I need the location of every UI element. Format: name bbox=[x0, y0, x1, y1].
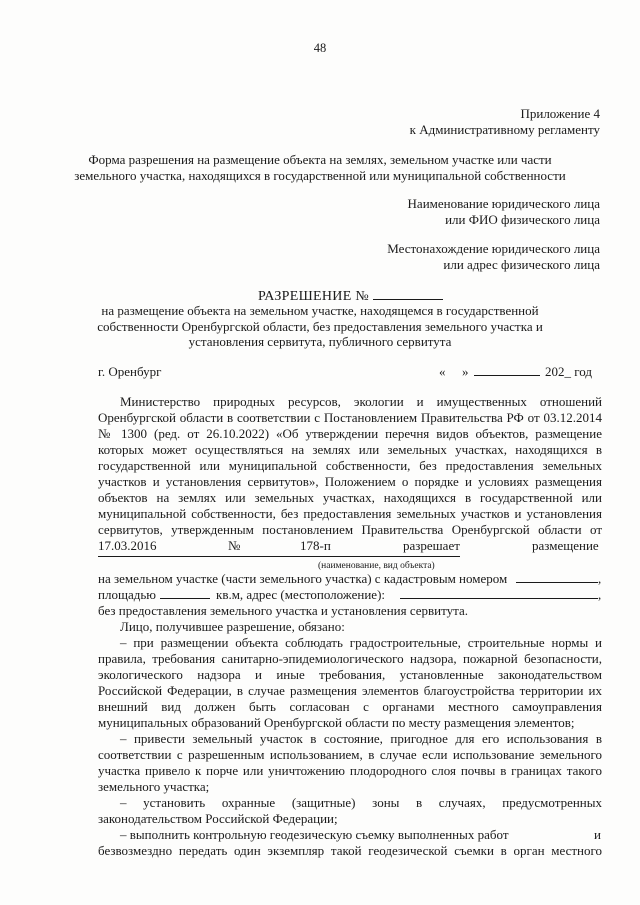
permit-subtitle-3: установления сервитута, публичного сервитута bbox=[188, 334, 452, 349]
city: г. Оренбург bbox=[98, 364, 162, 379]
addressee-name-line2: или ФИО физического лица bbox=[445, 212, 600, 227]
bullet2-line2: соответствии с разрешенным использованием, в случае если использование земельного bbox=[98, 747, 602, 762]
addressee-name-line1: Наименование юридического лица bbox=[407, 196, 600, 211]
bullet4-line1: – выполнить контрольную геодезическую съемку выполненных работ bbox=[120, 827, 509, 842]
addressee-location-line2: или адрес физического лица bbox=[443, 257, 600, 272]
form-title-line2: земельного участка, находящихся в государственной или муниципальной собственности bbox=[74, 168, 566, 183]
area-blank bbox=[160, 586, 210, 599]
permit-heading-text: РАЗРЕШЕНИЕ № bbox=[258, 289, 370, 304]
bullet4-and: и bbox=[594, 827, 601, 842]
without-text: без предоставления земельного участка и установления сервитута. bbox=[98, 603, 469, 618]
body-p1-line7: объектов на землях или земельных участках, находящихся в государственной или bbox=[98, 490, 602, 505]
cadastral-text: на земельном участке (части земельного участка) с кадастровым номером bbox=[98, 571, 508, 586]
obliged-text: Лицо, получившее разрешение, обязано: bbox=[120, 619, 345, 634]
body-p1-line6: участков и установления сервитутов», Положением о порядке и условиях размещения bbox=[98, 474, 602, 489]
bullet1-line2: правила, требования санитарно-эпидемиологического надзора, пожарной безопасности, bbox=[98, 651, 602, 666]
body-p1-line8: муниципальной собственности, без предоставления земельных участков и установления bbox=[98, 506, 602, 521]
cadastral-comma: , bbox=[598, 571, 602, 586]
body-p1-line1: Министерство природных ресурсов, экологии и имущественных отношений bbox=[120, 394, 602, 409]
cadastral-number-blank bbox=[516, 570, 598, 583]
permit-number-blank bbox=[373, 287, 443, 300]
form-title-line1: Форма разрешения на размещение объекта на землях, земельном участке или части bbox=[88, 152, 552, 167]
addressee-location-line1: Местонахождение юридического лица bbox=[387, 241, 600, 256]
bullet3-line1: – установить охранные (защитные) зоны в случаях, предусмотренных bbox=[120, 795, 602, 810]
permit-subtitle-1: на размещение объекта на земельном участке, находящемся в государственной bbox=[101, 303, 539, 318]
date-year: 202_ год bbox=[545, 364, 592, 379]
bullet2-line1: – привести земельный участок в состояние, пригодное для его использования в bbox=[120, 731, 602, 746]
bullet2-line3: участка привело к порче или уничтожению плодородного слоя почвы в границах такого bbox=[98, 763, 602, 778]
appendix-regulation: к Административному регламенту bbox=[409, 122, 600, 137]
area-label: площадью bbox=[98, 587, 156, 602]
date-quote-open: « bbox=[439, 364, 446, 379]
allows-word: разрешает bbox=[403, 538, 460, 553]
page-number: 48 bbox=[313, 41, 327, 55]
date-month-blank bbox=[474, 363, 540, 376]
body-p1-line5: государственной или муниципальной собственности, без предоставления земельных bbox=[98, 458, 602, 473]
bullet2-line4: земельного участка; bbox=[98, 779, 210, 794]
object-name-caption: (наименование, вид объекта) bbox=[318, 561, 435, 571]
bullet4-line2: безвозмездно передать один экземпляр такой геодезической съемки в орган местного bbox=[98, 843, 602, 858]
body-p1-line2: Оренбургской области в соответствии с Постановлением Правительства РФ от 03.12.2014 bbox=[98, 410, 602, 425]
bullet1-line4: Российской Федерации, в случае размещения элементов благоустройства территории их bbox=[98, 683, 602, 698]
bullet1-line1: – при размещении объекта соблюдать градостроительные, строительные нормы и bbox=[120, 635, 602, 650]
placement-word: размещение bbox=[532, 538, 599, 553]
bullet3-line2: законодательством Российской Федерации; bbox=[98, 811, 338, 826]
resolution-no-sign: № bbox=[228, 538, 241, 553]
body-p1-line4: которых может осуществляться на землях или земельных участках, находящихся в bbox=[98, 442, 602, 457]
permit-subtitle-2: собственности Оренбургской области, без предоставления земельного участка и bbox=[97, 319, 543, 334]
bullet1-line6: муниципальных образований Оренбургской области по месту размещения элементов; bbox=[98, 715, 575, 730]
resolution-number: 178-п bbox=[300, 538, 331, 553]
address-comma: , bbox=[598, 587, 602, 602]
resolution-date: 17.03.2016 bbox=[98, 538, 157, 553]
area-unit-address: кв.м, адрес (местоположение): bbox=[216, 587, 386, 602]
bullet1-line5: внешний вид должен быть согласован с органами местного самоуправления bbox=[98, 699, 602, 714]
bullet1-line3: экологического надзора и иные требования, установленные законодательством bbox=[98, 667, 602, 682]
body-p1-line9: сервитутов, утвержденным постановлением Правительства Оренбургской области от bbox=[98, 522, 602, 537]
address-blank bbox=[400, 586, 598, 599]
date-quote-close: » bbox=[462, 364, 469, 379]
object-name-line bbox=[98, 556, 460, 557]
body-p1-line3: № 1300 (ред. от 26.10.2022) «Об утверждении перечня видов объектов, размещение bbox=[98, 426, 602, 441]
appendix-label: Приложение 4 bbox=[520, 106, 600, 121]
